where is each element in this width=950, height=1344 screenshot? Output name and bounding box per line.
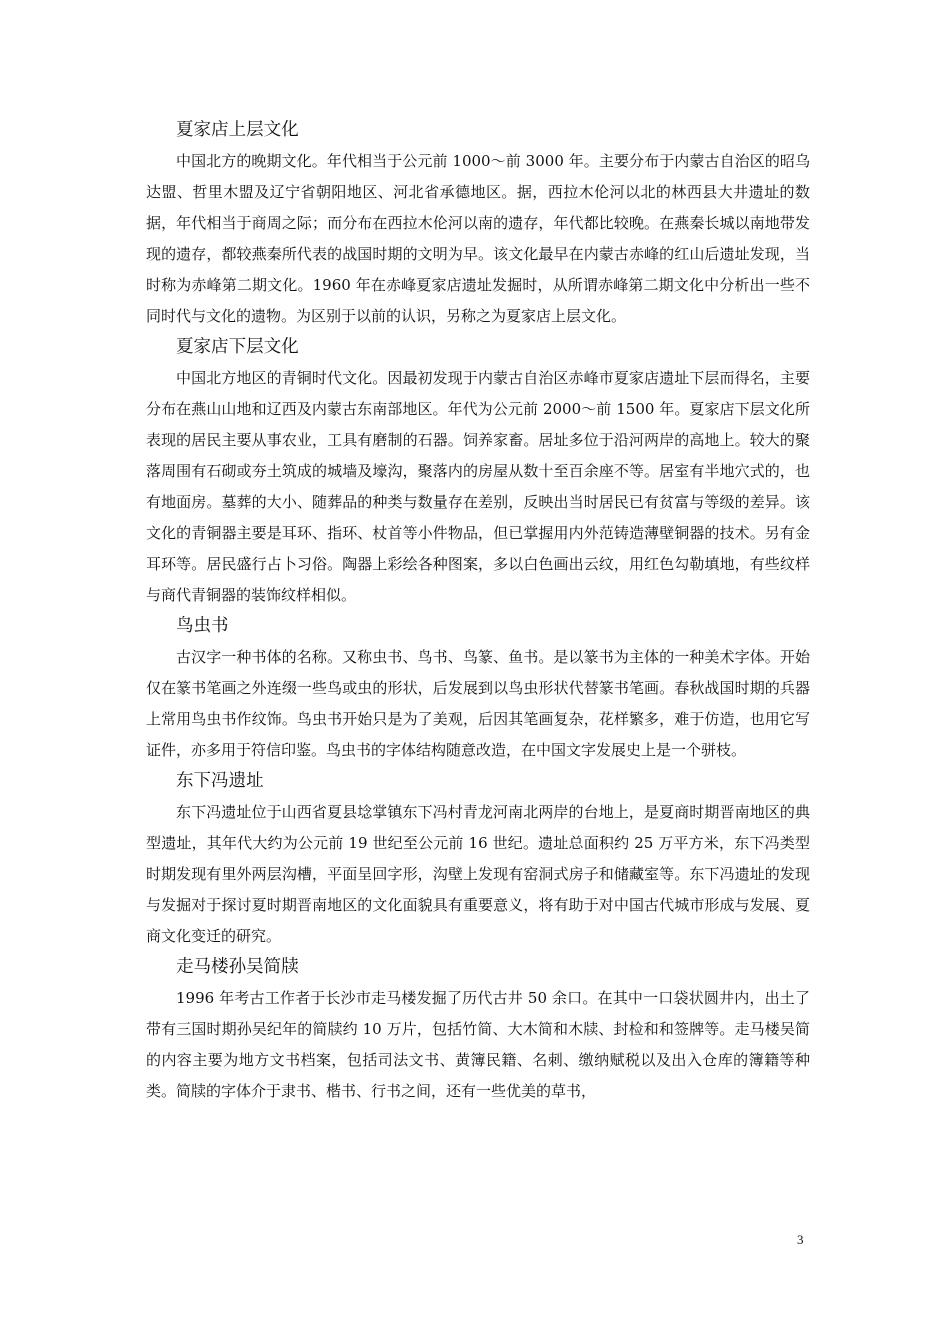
entry-title: 鸟虫书	[176, 616, 229, 636]
entry-xiajiadian-lower	[146, 332, 810, 611]
entry-title: 夏家店上层文化	[176, 120, 299, 140]
entry-zoumalou-slips	[146, 952, 810, 1107]
entry-bird-insect-script	[146, 611, 810, 766]
entry-paragraph: 1996 年考古工作者于长沙市走马楼发掘了历代古井 50 余口。在其中一口袋状圆井内，出土了带有三国时期孙吴纪年的简牍约 10 万片，包括竹简、大木简和木牍、封检和和签牌等。走马楼吴简的内容主要为地方文书档案，包括司法文书、黄簿民籍、名刺、缴纳赋税以及出入仓库的簿籍等种类。简牍的字体介于隶书、楷书、行书之间，还有一些优美的草书，	[146, 989, 810, 1100]
entry-title: 走马楼孙吴简牍	[176, 957, 299, 977]
entry-paragraph: 中国北方地区的青铜时代文化。因最初发现于内蒙古自治区赤峰市夏家店遗址下层而得名，主要分布在燕山山地和辽西及内蒙古东南部地区。年代为公元前 2000～前 1500 年。夏家店下层文化所表现的居民主要从事农业，工具有磨制的石器。饲养家畜。居址多位于沿河两岸的高地上。较大的聚落周围有石砌或夯土筑成的城墙及壕沟，聚落内的房屋从数十至百余座不等。居室有半地穴式的，也有地面房。墓葬的大小、随葬品的种类与数量存在差别，反映出当时居民已有贫富与等级的差异。该文化的青铜器主要是耳环、指环、杖首等小件物品，但已掌握用内外范铸造薄壁铜器的技术。另有金耳环等。居民盛行占卜习俗。陶器上彩绘各种图案，多以白色画出云纹，用红色勾勒填地，有些纹样与商代青铜器的装饰纹样相似。	[146, 369, 810, 604]
page-number: 3	[797, 1232, 804, 1247]
entry-title: 夏家店下层文化	[176, 337, 299, 357]
entry-paragraph: 中国北方的晚期文化。年代相当于公元前 1000～前 3000 年。主要分布于内蒙古自治区的昭乌达盟、哲里木盟及辽宁省朝阳地区、河北省承德地区。据，西拉木伦河以北的林西县大井遗址的数据，年代相当于商周之际；而分布在西拉木伦河以南的遗存，年代都比较晚。在燕秦长城以南地带发现的遗存，都较燕秦所代表的战国时期的文明为早。该文化最早在内蒙古赤峰的红山后遗址发现，当时称为赤峰第二期文化。1960 年在赤峰夏家店遗址发掘时，从所谓赤峰第二期文化中分析出一些不同时代与文化的遗物。为区别于以前的认识，另称之为夏家店上层文化。	[146, 152, 810, 325]
entry-paragraph: 东下冯遗址位于山西省夏县埝掌镇东下冯村青龙河南北两岸的台地上，是夏商时期晋南地区的典型遗址，其年代大约为公元前 19 世纪至公元前 16 世纪。遗址总面积约 25 万平方米，东下冯类型时期发现有里外两层沟槽，平面呈回字形，沟壁上发现有窑洞式房子和储藏室等。东下冯遗址的发现与发掘对于探讨夏时期晋南地区的文化面貌具有重要意义，将有助于对中国古代城市形成与发展、夏商文化变迁的研究。	[146, 803, 810, 945]
entry-dongxiafeng-site	[146, 766, 810, 952]
entry-xiajiadian-upper	[146, 115, 810, 332]
document-body	[146, 115, 810, 1107]
entry-title: 东下冯遗址	[176, 771, 264, 791]
entry-paragraph: 古汉字一种书体的名称。又称虫书、鸟书、鸟篆、鱼书。是以篆书为主体的一种美术字体。开始仅在篆书笔画之外连缀一些鸟或虫的形状，后发展到以鸟虫形状代替篆书笔画。春秋战国时期的兵器上常用鸟虫书作纹饰。鸟虫书开始只是为了美观，后因其笔画复杂，花样繁多，难于仿造，也用它写证件，亦多用于符信印鉴。鸟虫书的字体结构随意改造，在中国文字发展史上是一个骈枝。	[146, 648, 810, 759]
